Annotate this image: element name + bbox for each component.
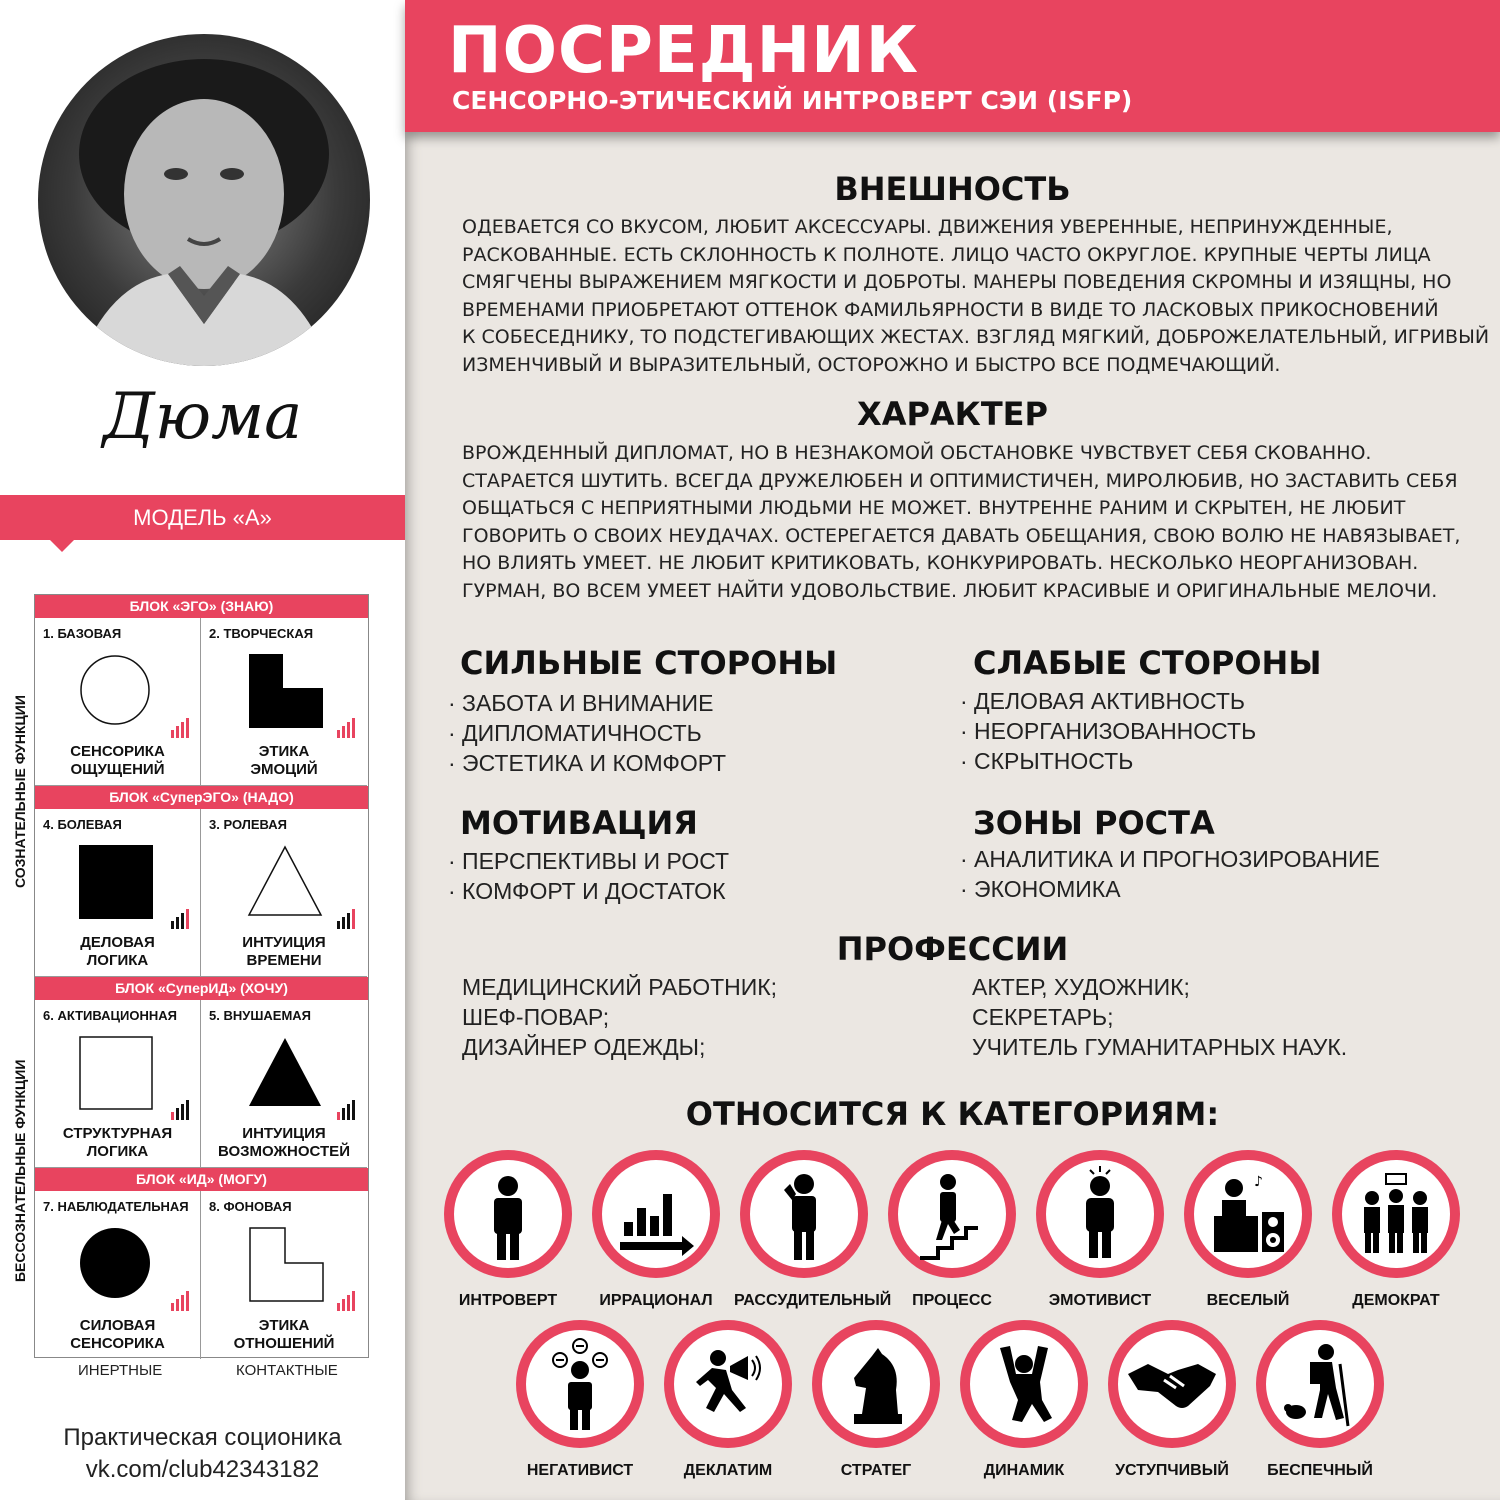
function-label: СЕНСОРИКА ОЩУЩЕНИЙ — [70, 743, 165, 778]
side-label-conscious: СОЗНАТЕЛЬНЫЕ ФУНКЦИИ — [12, 695, 28, 888]
appearance-text: ОДЕВАЕТСЯ СО ВКУСОМ, ЛЮБИТ АКСЕССУАРЫ. ДВИЖЕНИЯ УВЕРЕННЫЕ, НЕПРИНУЖДЕННЫЕ, РАСКОВАННЫЕ. ЕСТЬ СКЛОННОСТЬ К ПОЛНОТЕ. ЛИЦО ЧАСТО ОКРУГЛОЕ. КРУПНЫЕ ЧЕРТЫ ЛИЦА СМЯГЧЕНЫ ВЫРАЖЕНИЕМ МЯГКОСТИ И ДОБРОТЫ. МАНЕРЫ ПОВЕДЕНИЯ СКРОМНЫ И ИЗЯЩНЫ, НО ВРЕМЕНАМИ ПРИОБРЕТАЮТ ОТТЕНОК ФАМИЛЬЯРНОСТИ В ВИДЕ ТО ЛАСКОВЫХ ПРИКОСНОВЕНИЙ К СОБЕСЕДНИКУ, ТО ПОДСТЕГИВАЮЩИХ ЖЕСТАХ. ВЗГЛЯД МЯГКИЙ, ДОБРОЖЕЛАТЕЛЬНЫЙ, ИГРИВЫЙ ИЗМЕНЧИВЫЙ И ВЫРАЗИТЕЛЬНЫЙ, ОСТОРОЖНО И БЫСТРО ВСЕ ПОДМЕЧАЮЩИЙ. — [462, 216, 1490, 376]
negativist-icon — [526, 1330, 634, 1438]
categories-title: ОТНОСИТСЯ К КАТЕГОРИЯМ: — [685, 1095, 1220, 1133]
signal-bars-icon — [171, 1100, 193, 1120]
function-label: ДЕЛОВАЯ ЛОГИКА — [80, 934, 155, 969]
category-introvert: ИНТРОВЕРТ — [438, 1150, 578, 1310]
growth-list — [960, 844, 1380, 904]
model-title: МОДЕЛЬ «А» — [0, 495, 405, 540]
signal-bars-icon — [337, 1291, 359, 1311]
function-number: 4. БОЛЕВАЯ — [43, 817, 122, 832]
list-item: · ЭСТЕТИКА И КОМФОРТ — [448, 750, 727, 776]
professions-left: МЕДИЦИНСКИЙ РАБОТНИК; ШЕФ-ПОВАР; ДИЗАЙНЕР ОДЕЖДЫ; — [462, 974, 778, 1060]
page-subtitle: СЕНСОРНО-ЭТИЧЕСКИЙ ИНТРОВЕРТ СЭИ (ISFP) — [452, 86, 1133, 115]
jumping-man-icon — [970, 1330, 1078, 1438]
category-reasoning: РАССУДИТЕЛЬНЫЙ — [734, 1150, 874, 1310]
function-cell-7 — [35, 1191, 201, 1359]
list-item: · ДЕЛОВАЯ АКТИВНОСТЬ — [960, 688, 1246, 714]
column-label-contact: КОНТАКТНЫЕ — [236, 1362, 338, 1379]
category-carefree: БЕСПЕЧНЫЙ — [1250, 1320, 1390, 1480]
category-emotivist: ЭМОТИВИСТ — [1030, 1150, 1170, 1310]
introvert-icon — [454, 1160, 562, 1268]
signal-bars-icon — [171, 1291, 193, 1311]
handshake-icon — [1118, 1330, 1226, 1438]
megaphone-icon — [674, 1330, 782, 1438]
signal-bars-icon — [337, 1100, 359, 1120]
block-superego-title: БЛОК «СуперЭГО» (НАДО) — [35, 786, 368, 809]
category-compliant: УСТУПЧИВЫЙ — [1102, 1320, 1242, 1480]
motivation-title: МОТИВАЦИЯ — [460, 804, 698, 842]
column-label-inert: ИНЕРТНЫЕ — [78, 1362, 163, 1379]
black-square-icon — [79, 845, 153, 919]
block-superid-title: БЛОК «СуперИД» (ХОЧУ) — [35, 977, 368, 1000]
character-text: ВРОЖДЕННЫЙ ДИПЛОМАТ, НО В НЕЗНАКОМОЙ ОБСТАНОВКЕ ЧУВСТВУЕТ СЕБЯ СКОВАННО. СТАРАЕТСЯ ШУТИТЬ. ВСЕГДА ДРУЖЕЛЮБЕН И ОПТИМИСТИЧЕН, МИРОЛЮБИВ, НО ЗАСТАВИТЬ СЕБЯ ОБЩАТЬСЯ С НЕПРИЯТНЫМИ ЛЮДЬМИ НЕ МОЖЕТ. ВНУТРЕННЕ РАНИМ И СКРЫТЕН, НЕ ЛЮБИТ ГОВОРИТЬ О СВОИХ НЕУДАЧАХ. ОСТЕРЕГАЕТСЯ ДАВАТЬ ОБЕЩАНИЯ, СВОЮ ВОЛЮ НЕ НАВЯЗЫВАЕТ, НО ВЛИЯТЬ УМЕЕТ. НЕ ЛЮБИТ КРИТИКОВАТЬ, КОНКУРИРОВАТЬ. НЕСКОЛЬКО НЕОРГАНИЗОВАН. ГУРМАН, ВО ВСЕМ УМЕЕТ НАЙТИ УДОВОЛЬСТВИЕ. ЛЮБИТ КРАСИВЫЕ И ОРИГИНАЛЬНЫЕ МЕЛОЧИ. — [462, 442, 1461, 602]
function-label: СТРУКТУРНАЯ ЛОГИКА — [62, 1125, 173, 1160]
function-label: ИНТУИЦИЯ ВРЕМЕНИ — [242, 934, 326, 969]
white-circle-icon — [79, 654, 151, 726]
list-item: · АНАЛИТИКА И ПРОГНОЗИРОВАНИЕ — [960, 846, 1380, 872]
footer-title: Практическая соционика — [63, 1424, 342, 1451]
category-declatim: ДЕКЛАТИМ — [658, 1320, 798, 1480]
strengths-title: СИЛЬНЫЕ СТОРОНЫ — [460, 644, 838, 682]
group-icon — [1342, 1160, 1450, 1268]
bar-chart-icon — [602, 1160, 710, 1268]
function-cell-6 — [35, 1000, 201, 1168]
footer — [0, 1422, 405, 1486]
function-number: 7. НАБЛЮДАТЕЛЬНАЯ — [43, 1199, 189, 1214]
character-title: ХАРАКТЕР — [857, 395, 1048, 433]
black-l-shape-icon — [249, 654, 323, 728]
white-l-shape-icon — [249, 1227, 325, 1303]
portrait-photo — [38, 34, 370, 366]
function-label: ЭТИКА ОТНОШЕНИЙ — [233, 1317, 335, 1352]
emotive-icon — [1046, 1160, 1154, 1268]
list-item: · КОМФОРТ И ДОСТАТОК — [448, 878, 726, 904]
category-negativist: НЕГАТИВИСТ — [510, 1320, 650, 1480]
white-square-icon — [79, 1036, 153, 1110]
hiker-icon — [1266, 1330, 1374, 1438]
function-label: ИНТУИЦИЯ ВОЗМОЖНОСТЕЙ — [218, 1125, 350, 1160]
function-number: 8. ФОНОВАЯ — [209, 1199, 292, 1214]
signal-bars-icon — [337, 718, 359, 738]
chess-knight-icon — [822, 1330, 930, 1438]
function-cell-8 — [201, 1191, 367, 1359]
block-id-title: БЛОК «ИД» (МОГУ) — [35, 1168, 368, 1191]
category-dynamic: ДИНАМИК — [954, 1320, 1094, 1480]
function-cell-1 — [35, 618, 201, 786]
model-title-pointer — [48, 538, 76, 552]
signal-bars-icon — [171, 718, 193, 738]
black-circle-icon — [79, 1227, 151, 1299]
person-name: Дюма — [102, 380, 303, 454]
stairs-icon — [898, 1160, 1006, 1268]
category-cheerful: ♪ ВЕСЕЛЫЙ — [1178, 1150, 1318, 1310]
appearance-title: ВНЕШНОСТЬ — [834, 170, 1071, 208]
list-item: · ЗАБОТА И ВНИМАНИЕ — [448, 690, 714, 716]
professions-right: АКТЕР, ХУДОЖНИК; СЕКРЕТАРЬ; УЧИТЕЛЬ ГУМАНИТАРНЫХ НАУК. — [972, 974, 1348, 1060]
side-label-unconscious: БЕССОЗНАТЕЛЬНЫЕ ФУНКЦИИ — [12, 1059, 28, 1282]
weaknesses-title: СЛАБЫЕ СТОРОНЫ — [973, 644, 1322, 682]
thinking-man-icon — [750, 1160, 858, 1268]
signal-bars-icon — [337, 909, 359, 929]
function-cell-5 — [201, 1000, 367, 1168]
motivation-list — [448, 846, 729, 906]
function-number: 6. АКТИВАЦИОННАЯ — [43, 1008, 177, 1023]
block-ego-title: БЛОК «ЭГО» (ЗНАЮ) — [35, 595, 368, 618]
function-number: 2. ТВОРЧЕСКАЯ — [209, 626, 314, 641]
category-process: ПРОЦЕСС — [882, 1150, 1022, 1310]
function-number: 5. ВНУШАЕМАЯ — [209, 1008, 312, 1023]
function-cell-2 — [201, 618, 367, 786]
strengths-list — [448, 688, 726, 778]
dj-icon — [1194, 1160, 1302, 1268]
category-irrational: ИРРАЦИОНАЛ — [586, 1150, 726, 1310]
growth-title: ЗОНЫ РОСТА — [973, 804, 1215, 842]
function-cell-4 — [35, 809, 201, 977]
white-triangle-icon — [247, 845, 323, 917]
function-number: 1. БАЗОВАЯ — [43, 626, 122, 641]
function-label: ЭТИКА ЭМОЦИЙ — [250, 743, 318, 778]
signal-bars-icon — [171, 909, 193, 929]
category-strategist: СТРАТЕГ — [806, 1320, 946, 1480]
footer-link[interactable]: vk.com/club42343182 — [85, 1456, 320, 1483]
list-item: · СКРЫТНОСТЬ — [960, 748, 1134, 774]
weaknesses-list — [960, 686, 1256, 776]
svg-text:♪: ♪ — [1254, 1174, 1263, 1190]
professions-title: ПРОФЕССИИ — [836, 930, 1069, 968]
function-label: СИЛОВАЯ СЕНСОРИКА — [70, 1317, 165, 1352]
black-triangle-icon — [247, 1036, 323, 1108]
category-democrat: ДЕМОКРАТ — [1326, 1150, 1466, 1310]
function-number: 3. РОЛЕВАЯ — [209, 817, 288, 832]
page-title: ПОСРЕДНИК — [448, 14, 919, 88]
list-item: · НЕОРГАНИЗОВАННОСТЬ — [960, 718, 1257, 744]
list-item: · ЭКОНОМИКА — [960, 876, 1121, 902]
model-a-grid — [34, 594, 369, 1358]
list-item: · ДИПЛОМАТИЧНОСТЬ — [448, 720, 702, 746]
function-cell-3 — [201, 809, 367, 977]
list-item: · ПЕРСПЕКТИВЫ И РОСТ — [448, 848, 730, 874]
